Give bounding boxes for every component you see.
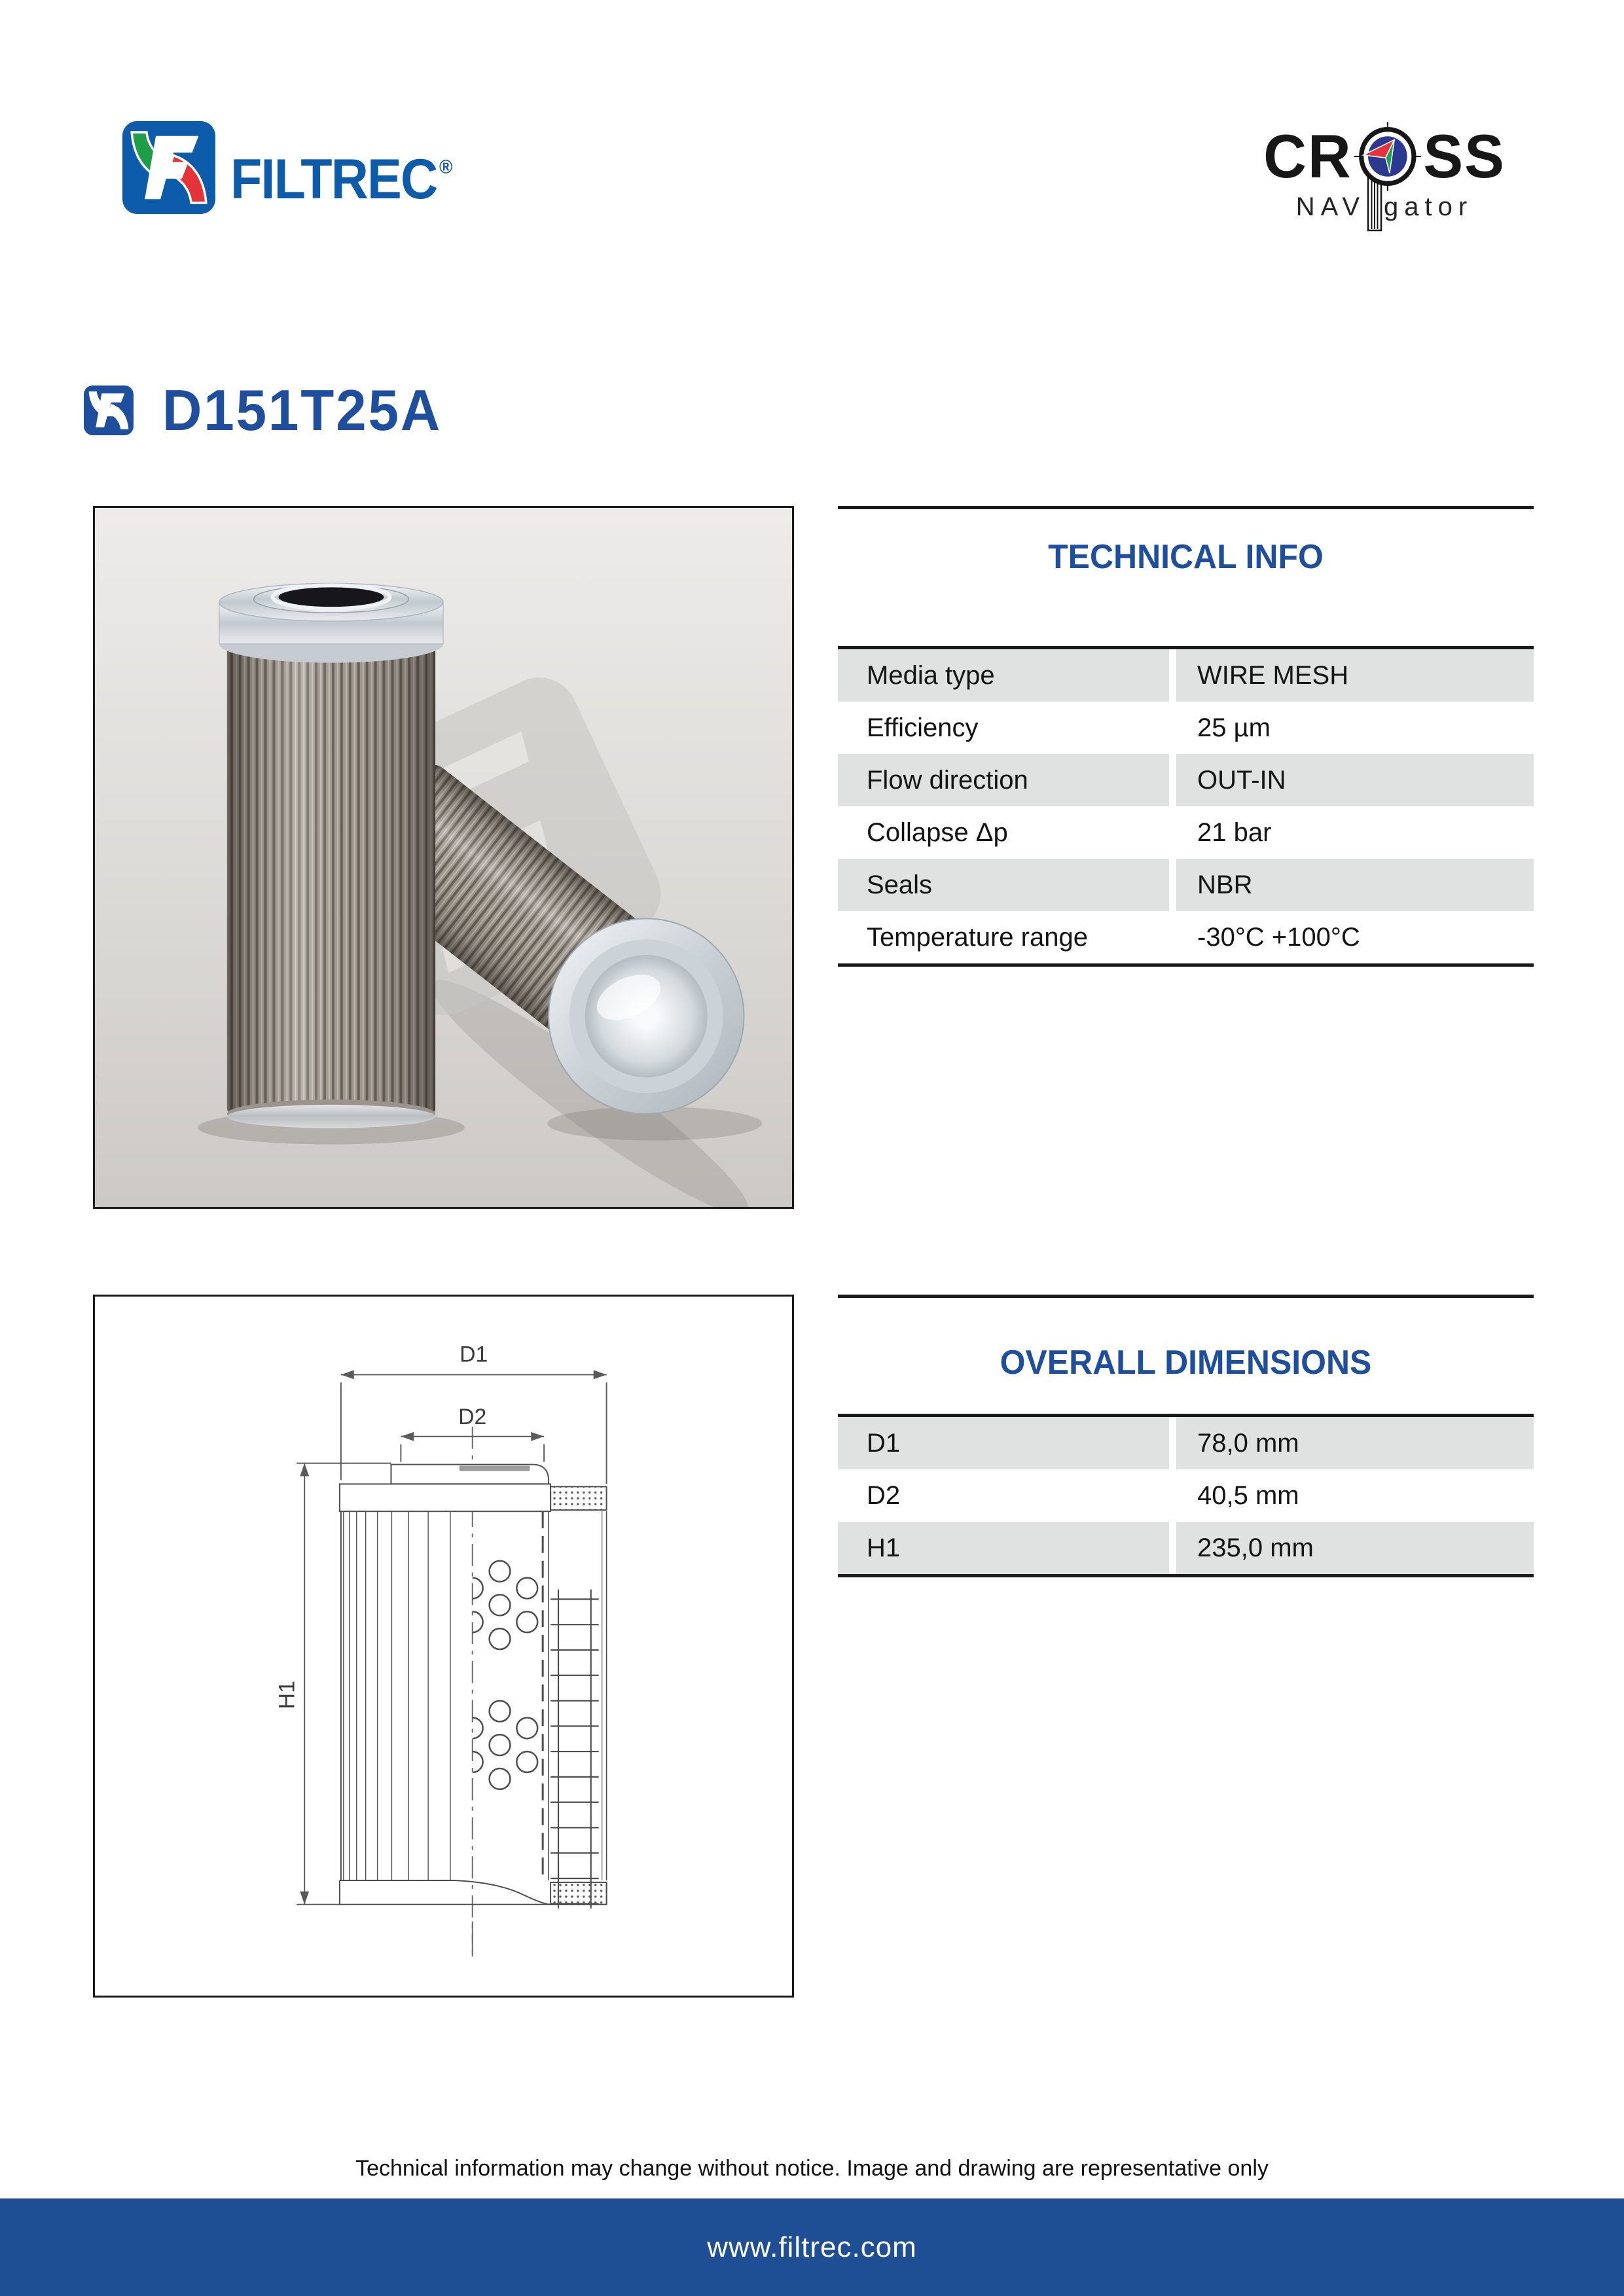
compass-icon <box>1354 122 1422 191</box>
table-row <box>838 1522 1534 1574</box>
section-rule <box>838 1295 1534 1298</box>
spec-label: H1 <box>838 1522 1169 1574</box>
standing-filter-element <box>219 583 443 1128</box>
column-divider <box>1169 806 1176 859</box>
table-row <box>838 1469 1534 1522</box>
table-row <box>838 911 1534 963</box>
dim-label-d1: D1 <box>460 1342 488 1367</box>
column-divider <box>1169 1417 1176 1469</box>
product-photo <box>93 506 794 1209</box>
technical-drawing-image <box>95 1297 792 1996</box>
table-row <box>838 702 1534 754</box>
cross-prefix: CR <box>1263 122 1352 190</box>
technical-info-section <box>838 506 1534 1003</box>
spec-label: Temperature range <box>867 922 1088 952</box>
spec-label: Collapse Δp <box>867 817 1008 847</box>
spec-value: NBR <box>1176 859 1534 911</box>
dim-label-h1: H1 <box>274 1680 300 1710</box>
nav-prefix: NAV <box>1295 192 1366 221</box>
product-title <box>84 377 457 444</box>
cross-navigator-logo <box>1247 122 1522 221</box>
table-row <box>838 806 1534 859</box>
cross-wordmark <box>1251 122 1517 191</box>
spec-value: 40,5 mm <box>1197 1480 1299 1510</box>
filtrec-wordmark: FILTREC ® <box>230 148 453 211</box>
footer-bar <box>0 2198 1624 2296</box>
column-divider <box>1169 754 1176 806</box>
filtrec-logo <box>122 121 472 226</box>
overall-dimensions-table <box>838 1414 1534 1577</box>
section-rule <box>838 506 1534 509</box>
spec-value: 21 bar <box>1197 817 1272 847</box>
column-divider <box>1169 1469 1176 1522</box>
filter-element-icon <box>84 384 134 437</box>
navigator-wordmark <box>1247 192 1522 221</box>
product-photo-image <box>95 508 792 1207</box>
product-code: D151T25A <box>162 378 442 442</box>
column-divider <box>1169 702 1176 754</box>
column-divider <box>1169 1522 1176 1574</box>
table-row <box>838 1417 1534 1469</box>
spec-label: D2 <box>867 1480 901 1510</box>
spec-value: WIRE MESH <box>1176 649 1534 702</box>
spec-label: Seals <box>838 859 1169 911</box>
cross-suffix: SS <box>1423 122 1506 190</box>
lying-filter-end-cap <box>549 918 744 1113</box>
overall-dimensions-title: OVERALL DIMENSIONS <box>1000 1344 1372 1382</box>
nav-suffix: gator <box>1384 192 1473 221</box>
column-divider <box>1169 649 1176 702</box>
overall-dimensions-section <box>838 1295 1534 1635</box>
spec-value: -30°C +100°C <box>1197 922 1360 952</box>
filtrec-logo-icon <box>122 121 216 214</box>
technical-info-table <box>838 646 1534 967</box>
table-row <box>838 649 1534 702</box>
spec-label: D1 <box>838 1417 1169 1469</box>
spec-label: Flow direction <box>838 754 1169 806</box>
registered-mark: ® <box>439 156 453 178</box>
spec-value: OUT-IN <box>1176 754 1534 806</box>
spec-value: 78,0 mm <box>1176 1417 1534 1469</box>
spec-value: 235,0 mm <box>1176 1522 1534 1574</box>
table-row <box>838 859 1534 911</box>
column-divider <box>1169 911 1176 963</box>
spec-label: Efficiency <box>867 713 979 742</box>
dim-label-d2: D2 <box>458 1404 487 1429</box>
website-link[interactable]: www.filtrec.com <box>707 2231 917 2263</box>
table-row <box>838 754 1534 806</box>
disclaimer-text: Technical information may change without notice. Image and drawing are representative only <box>355 2156 1269 2181</box>
technical-info-title: TECHNICAL INFO <box>1048 538 1324 576</box>
spec-label: Media type <box>838 649 1169 702</box>
technical-drawing <box>93 1295 794 1998</box>
column-divider <box>1169 859 1176 911</box>
spec-value: 25 µm <box>1197 713 1271 742</box>
